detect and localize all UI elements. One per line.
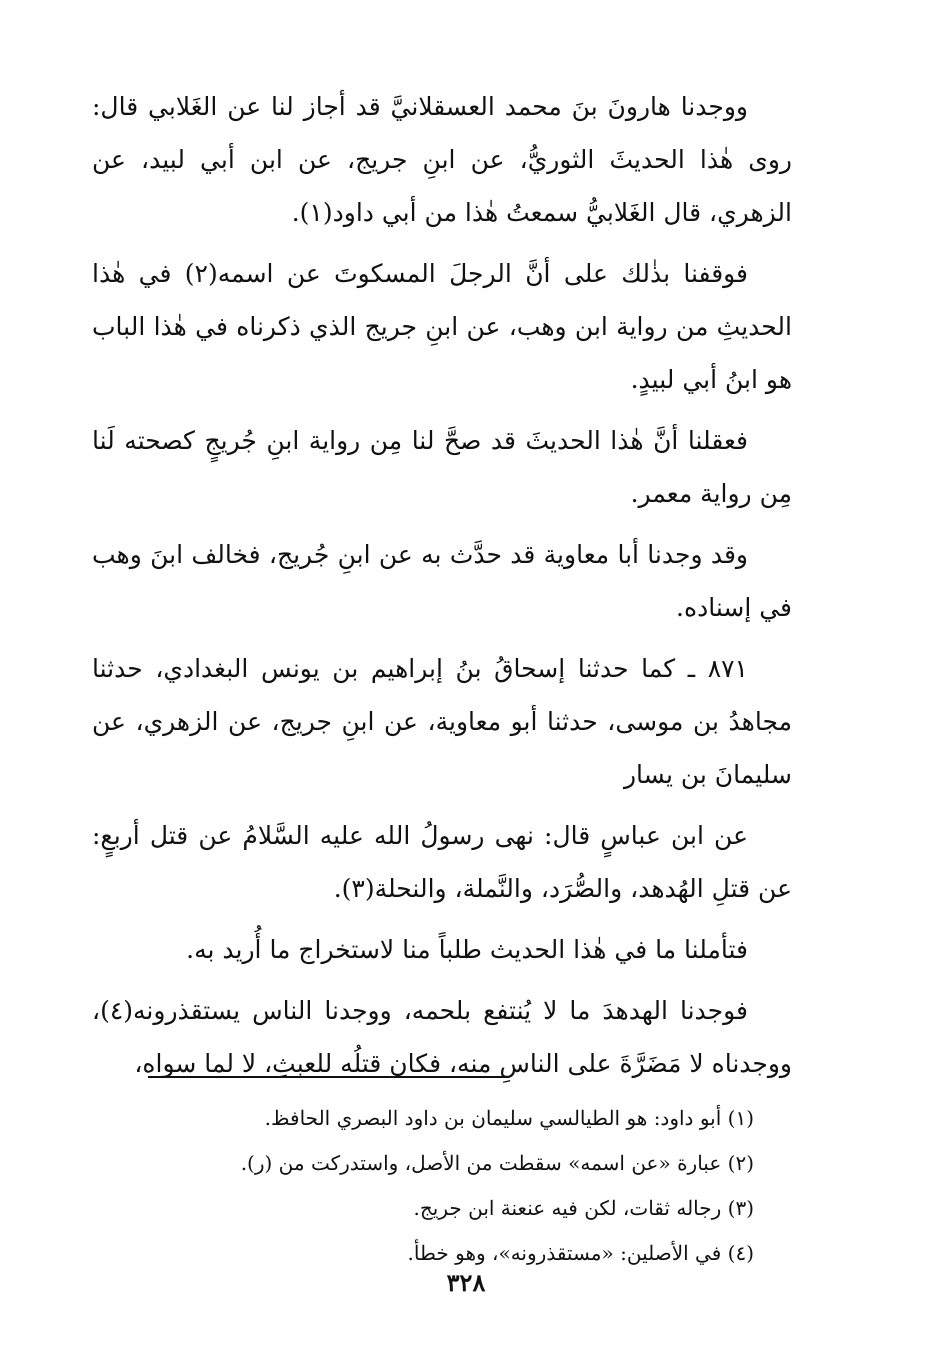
paragraph: وقد وجدنا أبا معاوية قد حدَّث به عن ابنِ جُريج، فخالف ابنَ وهب في إسناده. (92, 540, 792, 622)
footnote-2: (٢) عبارة «عن اسمه» سقطت من الأصل، واستدركت من (ر). (240, 1151, 754, 1175)
footnote-4: (٤) في الأصلين: «مستقذرونه»، وهو خطأ. (407, 1241, 754, 1265)
paragraph: فتأملنا ما في هٰذا الحديث طلباً منا لاستخراج ما أُريد به. (186, 935, 748, 964)
paragraph: فوجدنا الهدهدَ ما لا يُنتفع بلحمه، ووجدنا الناس يستقذرونه(٤)، ووجدناه لا مَضَرَّةَ على الناسِ منه، فكان قتلُه للعبثِ، لا لما سواه، (92, 996, 792, 1078)
footnote-divider (148, 1076, 508, 1078)
paragraph: ووجدنا هارونَ بنَ محمد العسقلانيَّ قد أجاز لنا عن الغَلابي قال: روى هٰذا الحديثَ الثوريُّ، عن ابنِ جريج، عن ابن أبي لبيد، عن الزهري، قال الغَلابيُّ سمعتُ هٰذا من أبي داود(١). (92, 92, 792, 227)
footnote-1: (١) أبو داود: هو الطيالسي سليمان بن داود البصري الحافظ. (264, 1106, 754, 1130)
hadith-871-matn: عن ابن عباسٍ قال: نهى رسولُ الله عليه السَّلامُ عن قتل أربعٍ: عن قتلِ الهُدهد، والصُّرَد، والنَّملة، والنحلة(٣). (92, 821, 792, 903)
paragraph: فوقفنا بذٰلك على أنَّ الرجلَ المسكوتَ عن اسمه(٢) في هٰذا الحديثِ من رواية ابن وهب، عن ابنِ جريج الذي ذكرناه في هٰذا الباب هو ابنُ أبي لبيدٍ. (92, 259, 792, 394)
hadith-871-isnad: ٨٧١ ـ كما حدثنا إسحاقُ بنُ إبراهيم بن يونس البغدادي، حدثنا مجاهدُ بن موسى، حدثنا أبو معاوية، عن ابنِ جريج، عن الزهري، عن سليمانَ بن يسار (92, 654, 792, 789)
paragraph: فعقلنا أنَّ هٰذا الحديثَ قد صحَّ لنا مِن رواية ابنِ جُريجٍ كصحته لَنا مِن رواية معمر. (92, 426, 792, 508)
main-text (92, 80, 792, 1098)
footnotes (120, 1096, 754, 1276)
page-number: ٣٢٨ (446, 1268, 486, 1297)
footnote-3: (٣) رجاله ثقات، لكن فيه عنعنة ابن جريج. (413, 1196, 754, 1220)
